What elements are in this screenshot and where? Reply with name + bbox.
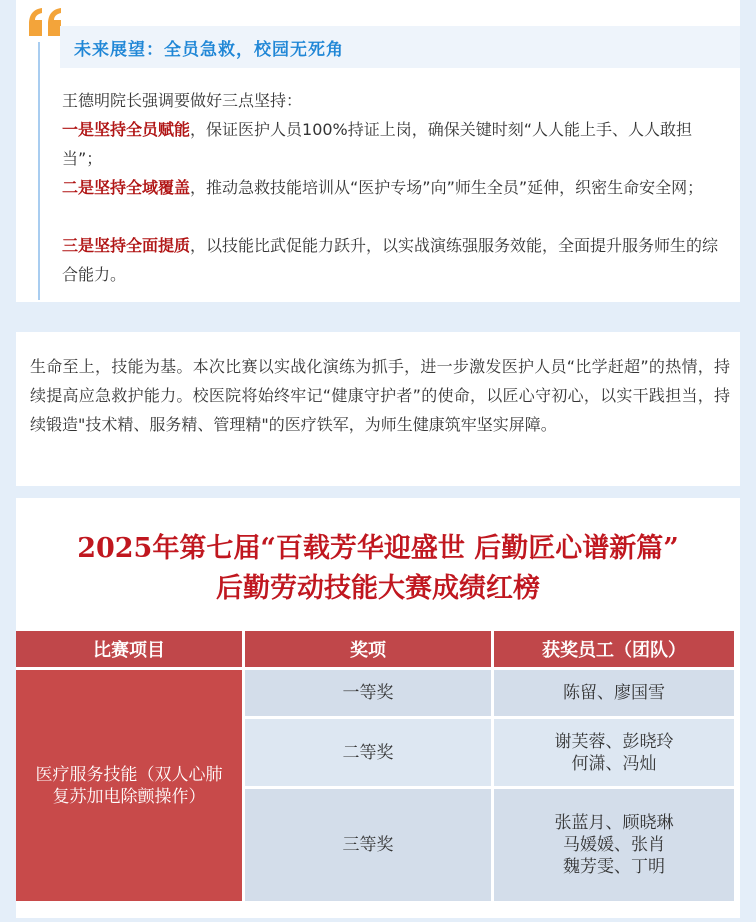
- section-heading-band: [60, 26, 740, 68]
- winners-cell: [494, 670, 734, 716]
- section-heading: 未来展望：全员急救，校园无死角: [74, 40, 344, 60]
- table-header-row: [16, 631, 734, 667]
- point-text: ，以技能比武促能力跃升，以实战演练强服务效能，全面提升服务师生的综合能力。: [62, 236, 719, 284]
- results-table: [13, 628, 737, 904]
- category-label: 医疗服务技能（双人心肺复苏加电除颤操作）: [35, 764, 223, 807]
- point-highlight: 一是坚持全员赋能: [62, 120, 191, 139]
- results-title-line-2: 后勤劳动技能大赛成绩红榜: [216, 573, 540, 604]
- summary-paragraph: 生命至上，技能为基。本次比赛以实战化演练为抓手，进一步激发医护人员“比学赶超”的热情，持续提高应急救护能力。校医院将始终牢记“健康守护者”的使命，以匠心守初心，以实干践担当，持续锻造"技术精、服务精、管理精"的医疗铁军，为师生健康筑牢坚实屏障。: [30, 357, 730, 434]
- winner-line: 谢芙蓉、彭晓玲: [554, 731, 674, 752]
- winner-line: 陈留、廖国雪: [563, 683, 665, 703]
- point-text: ，推动急救技能培训从“医护专场”向”师生全员”延伸，织密生命安全网；: [190, 178, 704, 197]
- intro-paragraph: 王德明院长强调要做好三点坚持：: [62, 91, 303, 110]
- point-paragraph-1: [62, 115, 726, 173]
- outlook-card: [16, 0, 740, 302]
- table-row: [16, 670, 734, 716]
- header-award: 奖项: [245, 631, 491, 667]
- winner-line: 魏芳雯、丁明: [563, 857, 665, 877]
- header-winners: 获奖员工（团队）: [494, 631, 734, 667]
- point-highlight: 三是坚持全面提质: [62, 236, 191, 255]
- point-paragraph-2: [62, 173, 726, 202]
- summary-card: [16, 332, 740, 486]
- winner-line: 何潇、冯灿: [571, 753, 657, 774]
- point-paragraph-3: [62, 231, 726, 289]
- award-cell: 一等奖: [245, 670, 491, 716]
- award-cell: 三等奖: [245, 789, 491, 901]
- winner-line: 张蓝月、顾晓琳: [554, 813, 674, 833]
- point-highlight: 二是坚持全域覆盖: [62, 178, 191, 197]
- category-cell: [16, 670, 242, 901]
- header-category: 比赛项目: [16, 631, 242, 667]
- winners-cell: [494, 719, 734, 786]
- quote-divider: [38, 42, 40, 300]
- results-title-line-1: 2025年第七届“百载芳华迎盛世 后勤匠心谱新篇”: [77, 533, 679, 564]
- point-text: ，保证医护人员100%持证上岗，确保关键时刻“人人能上手、人人敢担当”；: [62, 120, 693, 168]
- award-cell: 二等奖: [245, 719, 491, 786]
- results-card: [16, 498, 740, 918]
- winners-cell: [494, 789, 734, 901]
- winner-line: 马媛媛、张肖: [563, 835, 665, 855]
